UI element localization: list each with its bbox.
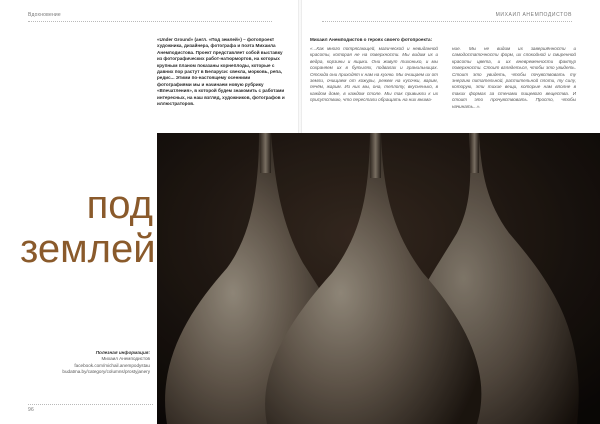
title-line-2: землей [20, 227, 156, 271]
vegetables-photo [157, 133, 600, 424]
page-gutter [298, 0, 302, 133]
page-number: 96 [28, 407, 34, 413]
page-title [20, 183, 156, 271]
info-heading: Полезная информация: [95, 350, 150, 355]
running-head-right: МИХАИЛ АНЕМПОДИСТОВ [495, 12, 572, 18]
header-rule-left [28, 21, 272, 22]
quote-heading: Михаил Анемподистов о героях своего фотопроекта: [310, 37, 433, 42]
intro-paragraph: «Under Ground» (англ. «Под землей») – фотопроект художника, дизайнера, фотографа и поэта Михаила Анемподистова. Проект представляет собой выставку из фотографических работ-натюрмортов, на которых крупным планом показаны корнеплоды, которые с давних пор растут в Беларуси: свекла, морковь, репа, редис... Этими по-настоящему осенними фотографиями мы и начинаем новую рубрику «Впечатления», в которой будем знакомить с работами интересных, на наш взгляд, художников, фотографов и иллюстраторов. [157, 37, 285, 107]
footer-rule-left [28, 404, 153, 405]
running-head-left: Вдохновение [28, 12, 61, 18]
photo-illustration [157, 133, 600, 424]
info-line-facebook: facebook.com/michail.anempodystau [74, 362, 150, 368]
quote-column-1: «...Как много потрясающей, магической и невиданной красоты, которая не на поверхности. Мы видим их и ведра, корзины и ящики. Они живут тихонько, и мы сохраняем их в бутылях, подвалах и гранильницах. Отсюда они приходят к нам на кухню. Мы очищаем их от земли, очищаем от кожуры, режем на кусочки, варим, печём, жарим. Из них мы, она, теплоту, вкусненько, в каждом доме, в каждом столе. Мы так привыкли к их присутствию, что перестали обращать на них внима- [310, 46, 438, 103]
useful-info [18, 350, 150, 376]
info-line-name: Михаил Анемподистов [101, 356, 150, 362]
title-line-1: под [86, 183, 153, 227]
header-rule-right [322, 21, 572, 22]
quote-column-2: ние. Мы не видим их завершённости и самодостаточности форм, их спокойной и смиренной красоты цвета, и их вневременности фактур поверхности. Стоит вглядеться, чтобы это увидеть. Стоит это увидеть, чтобы почувствовать ту энергию питательной, растительной плоти, ту силу, которую, эти тихие вещи, которые нам вполне в таких формах за стенами пищевого вещества. И стоит это прочувствовать. Просто, чтобы начинать...». [452, 46, 576, 109]
info-line-budatma: budatma.by/category/columns/prostyjanery [62, 369, 150, 375]
